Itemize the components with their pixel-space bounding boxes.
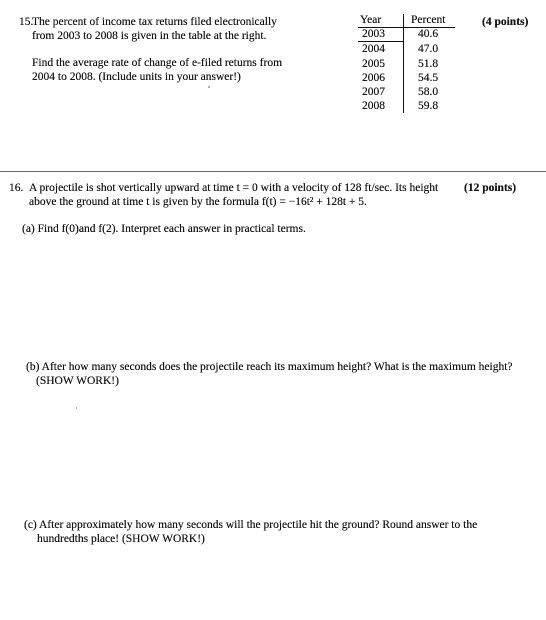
table-cell-year: 2006	[362, 72, 385, 84]
q16-number: 16.	[9, 182, 24, 194]
q16-part-c-line1: (c) After approximately how many seconds will the projectile hit the ground? Round answer to the	[24, 519, 478, 531]
q16-part-c-line2: hundredths place! (SHOW WORK!)	[37, 533, 205, 545]
table-cell-year: 2008	[362, 100, 385, 112]
table-header-year: Year	[360, 14, 382, 26]
table-cell-percent: 40.6	[418, 28, 439, 40]
q15-number: 15.	[19, 16, 34, 28]
q15-prompt-line1: Find the average rate of change of e-filed returns from	[32, 57, 283, 69]
q15-points: (4 points)	[482, 16, 529, 28]
table-cell-year: 2003	[362, 28, 385, 40]
table-cell-year: 2007	[362, 86, 385, 98]
question-divider	[0, 171, 546, 172]
table-cell-percent: 51.8	[418, 58, 439, 70]
q16-part-b-line2: (SHOW WORK!)	[36, 375, 119, 387]
table-cell-percent: 54.5	[418, 72, 439, 84]
table-column-rule	[403, 14, 404, 113]
table-row-rule	[358, 41, 403, 42]
q15-text-line2: from 2003 to 2008 is given in the table at the right.	[32, 30, 267, 42]
table-cell-percent: 59.8	[418, 100, 439, 112]
table-cell-year: 2005	[362, 58, 385, 70]
q16-text-line2: above the ground at time t is given by the formula f(t) = −16t² + 128t + 5.	[29, 196, 367, 208]
scan-speck	[76, 407, 77, 409]
table-cell-year: 2004	[362, 43, 385, 55]
table-header-percent: Percent	[411, 14, 446, 26]
q15-text-line1: The percent of income tax returns filed electronically	[32, 16, 277, 28]
table-cell-percent: 58.0	[418, 86, 439, 98]
q16-part-a: (a) Find f(0)and f(2). Interpret each answer in practical terms.	[22, 223, 306, 235]
efile-table	[356, 14, 466, 118]
table-cell-percent: 47.0	[418, 43, 439, 55]
scan-speck	[208, 86, 210, 88]
q16-points: (12 points)	[464, 182, 517, 194]
q16-part-b-line1: (b) After how many seconds does the projectile reach its maximum height? What is the maximum height?	[26, 361, 513, 373]
q15-prompt-line2: 2004 to 2008. (Include units in your answer!)	[32, 71, 241, 83]
q16-text-line1: A projectile is shot vertically upward at time t = 0 with a velocity of 128 ft/sec. Its height	[29, 182, 439, 194]
